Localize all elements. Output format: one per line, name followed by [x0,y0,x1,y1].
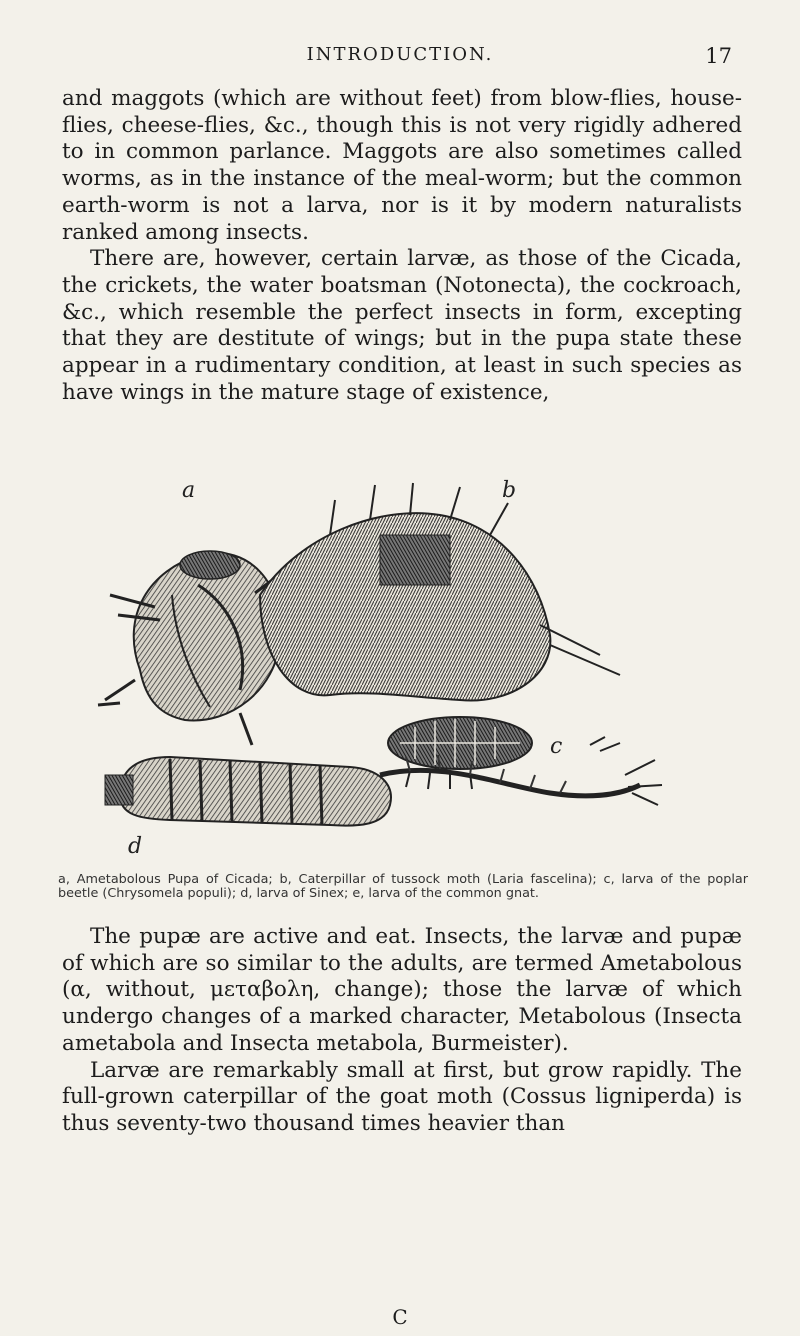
tussock-caterpillar-drawing [260,478,620,701]
running-head [60,44,740,80]
figure-label-a: a [182,478,196,503]
figure-label-b: b [502,478,517,503]
text-block-top [62,86,742,406]
paragraph: and maggots (which are without feet) from blow-flies, house-flies, cheese-flies, &c., though this is not very rigidly adhered to in common parlance. Maggots are also sometimes called worms, as in the instance of the meal-worm; but the common earth-worm is not a larva, nor is it by modern naturalists ranked among insects. [62,86,742,245]
figure-label-d: d [128,834,143,859]
text-block-bottom [62,924,742,1138]
signature-mark: C [392,1305,408,1329]
figure-illustration [80,475,720,860]
figure-caption: a, Ametabolous Pupa of Cicada; b, Caterpillar of tussock moth (Laria fascelina); c, larva of the poplar beetle (Chrysomela populi); d, larva of Sinex; e, larva of the common gnat. [58,872,748,902]
insect-larvae-figure [80,475,720,860]
sinex-larva-drawing [105,757,391,859]
figure-label-c: c [550,734,563,759]
running-title: INTRODUCTION. [306,44,494,65]
paragraph: There are, however, certain larvæ, as those of the Cicada, the crickets, the water boatsman (Notonecta), the cockroach, &c., which resemble the perfect insects in form, excepting that they are destitute of wings; but in the pupa state these appear in a rudimentary condition, at least in such species as have wings in the mature stage of existence, [62,246,742,405]
paragraph: The pupæ are active and eat. Insects, the larvæ and pupæ of which are so similar to the adults, are termed Ametabolous (α, without, μεταβολη, change); those the larvæ of which undergo changes of a marked character, Metabolous (Insecta ametabola and Insecta metabola, Burmeister). [62,924,742,1056]
paragraph: Larvæ are remarkably small at first, but grow rapidly. The full-grown caterpillar of the goat moth (Cossus ligniperda) is thus seventy-two thousand times heavier than [62,1057,742,1136]
page-number: 17 [705,44,732,68]
